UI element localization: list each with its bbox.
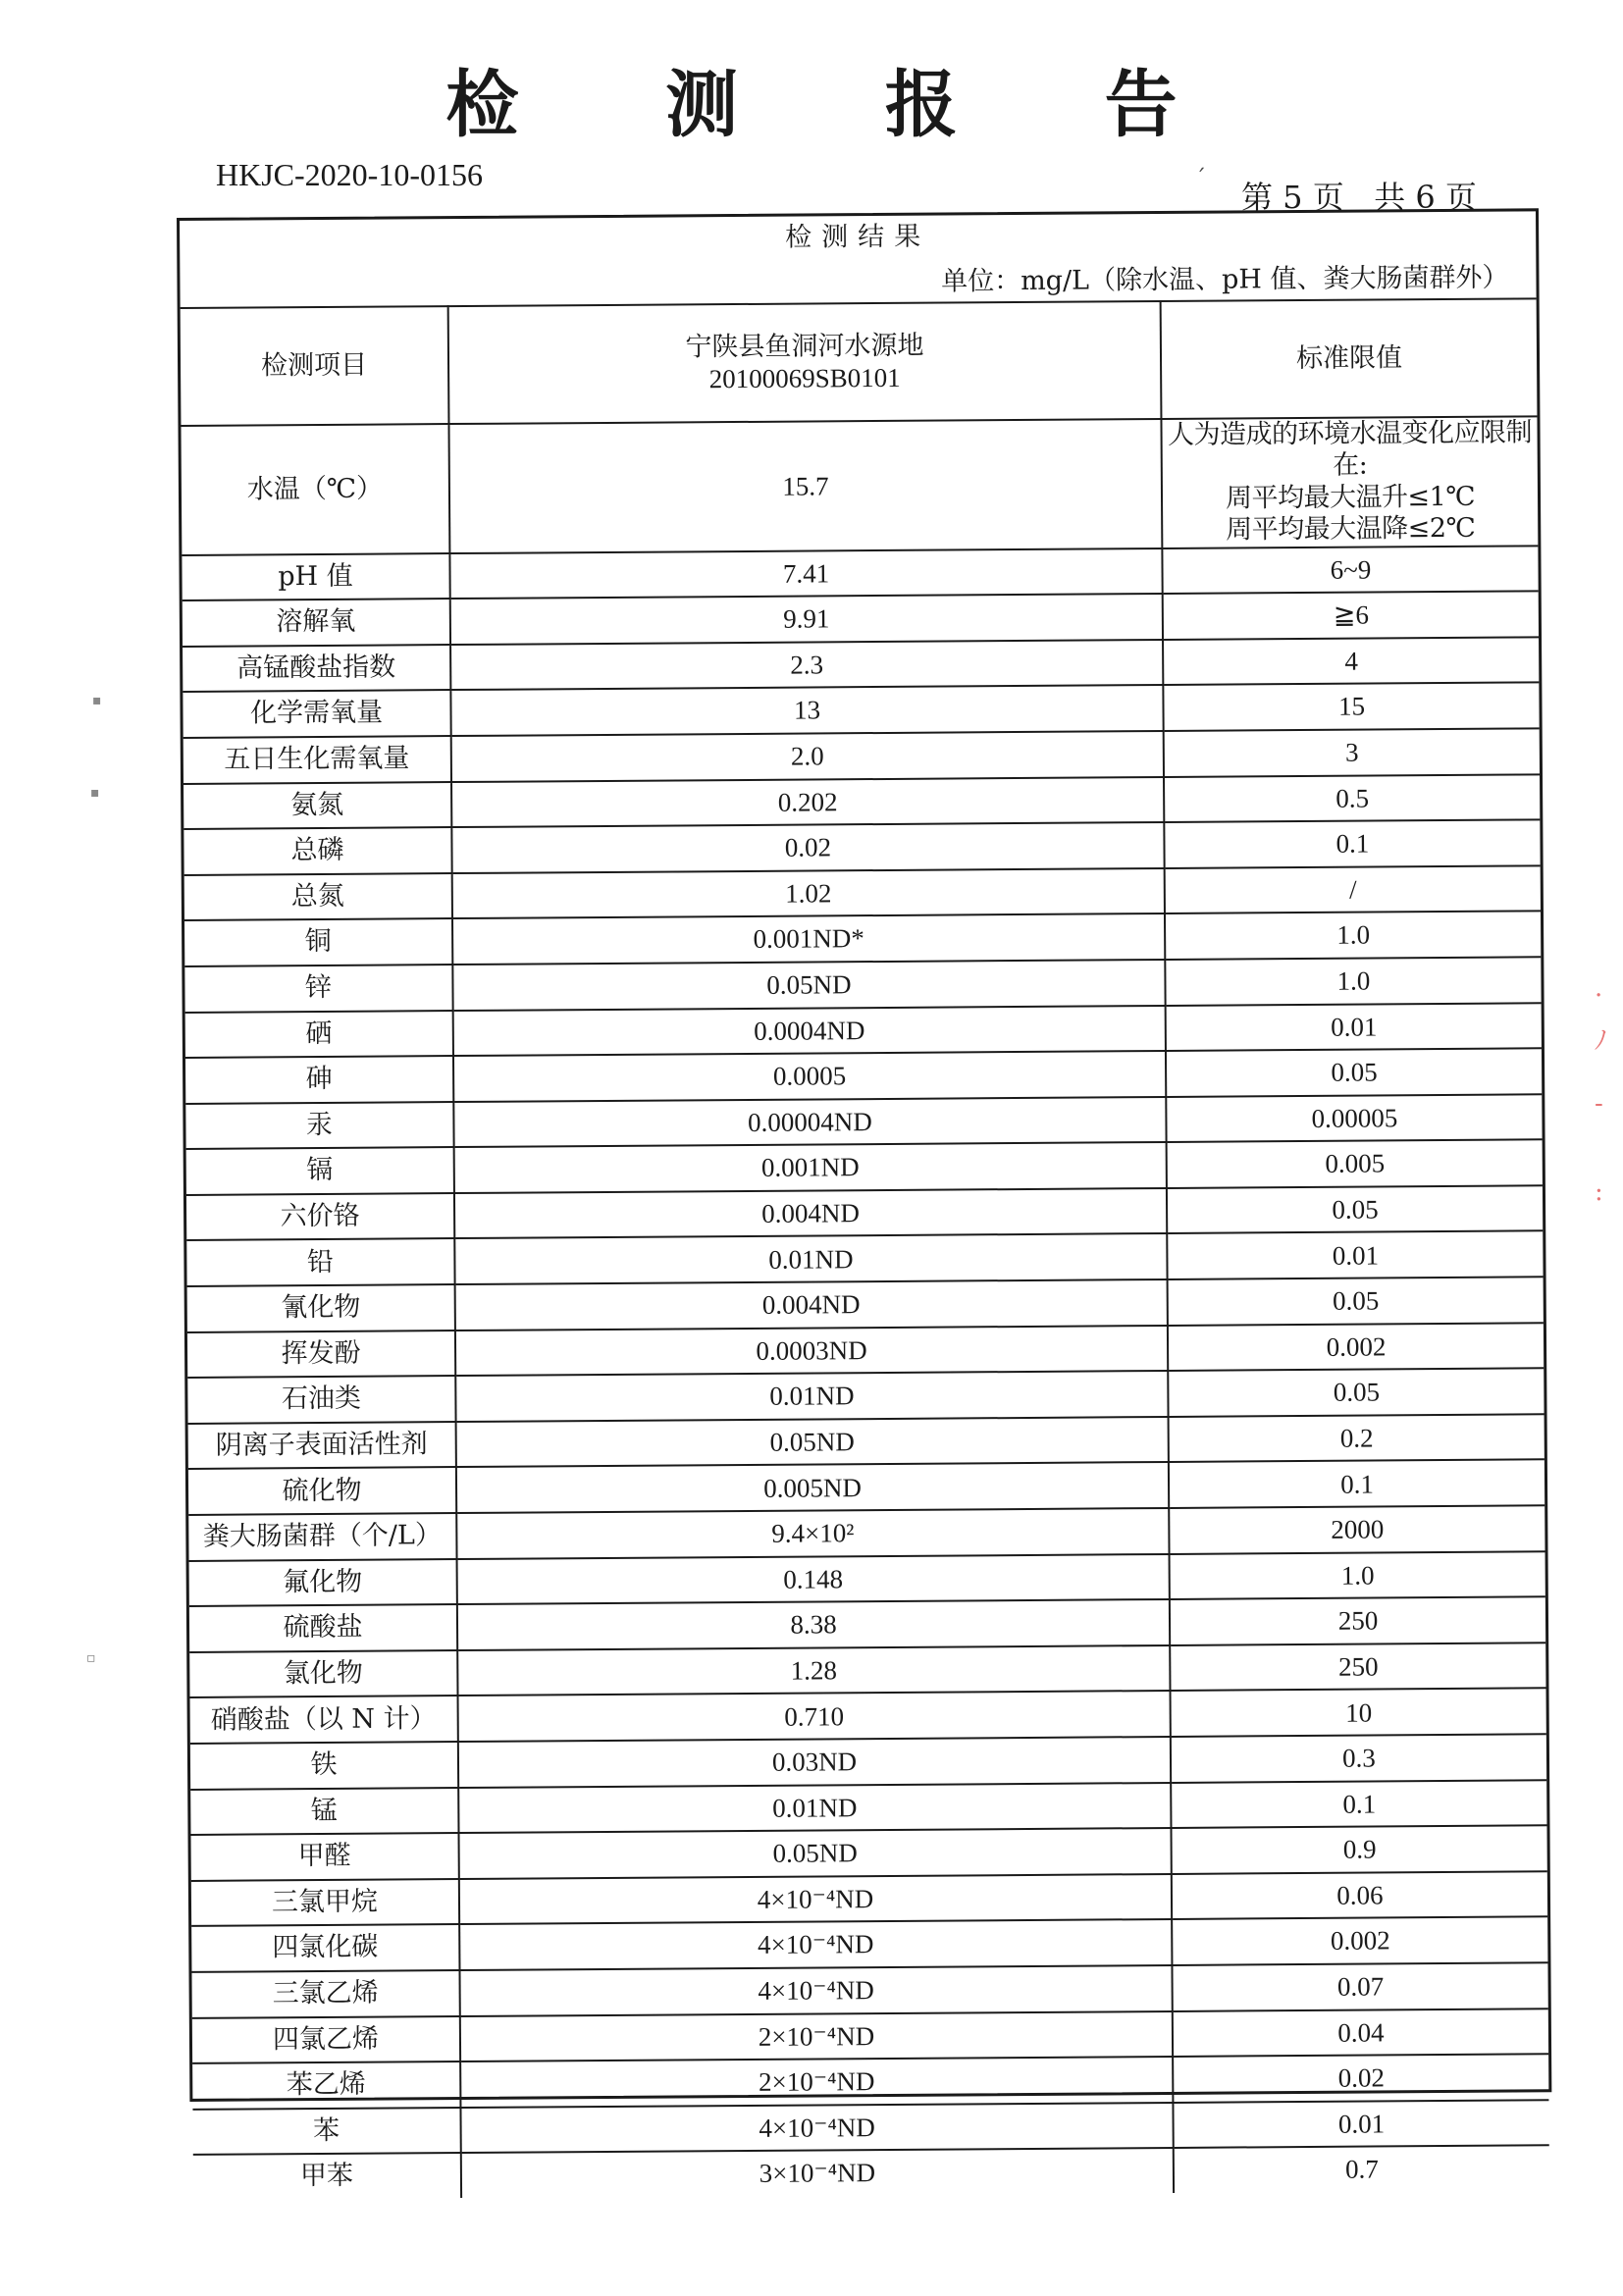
row-value: 0.710 <box>458 1691 1171 1742</box>
row-standard: 0.002 <box>1168 1323 1544 1371</box>
row-standard: 2000 <box>1169 1505 1544 1553</box>
report-title: 检 测 报 告 <box>445 63 1238 147</box>
row-standard: 0.1 <box>1171 1780 1546 1828</box>
row-item: 甲醛 <box>191 1833 459 1880</box>
row-item: 氨氮 <box>183 782 451 829</box>
row-value: 4×10⁻⁴ND <box>460 2103 1173 2154</box>
row-standard: 0.1 <box>1169 1460 1544 1508</box>
row-value: 0.00004ND <box>453 1097 1166 1148</box>
unit-note: 单位：mg/L（除水温、pH 值、粪大肠菌群外） <box>941 262 1509 297</box>
row-standard: ≧6 <box>1163 591 1539 639</box>
row-item: 氰化物 <box>187 1284 455 1331</box>
row-value: 4×10⁻⁴ND <box>459 1965 1172 2016</box>
standard-line: 周平均最大温升≤1℃ <box>1225 481 1476 514</box>
row-item: 化学需氧量 <box>183 690 450 737</box>
row-standard: 0.07 <box>1172 1962 1547 2010</box>
row-item: 三氯乙烯 <box>191 1970 459 2017</box>
row-standard: 0.1 <box>1164 819 1540 867</box>
row-value: 2.0 <box>451 731 1164 782</box>
page-indicator: 第 5 页 共 6 页 <box>1241 179 1477 216</box>
row-item: 硫酸盐 <box>189 1604 457 1651</box>
row-item: 甲苯 <box>193 2153 461 2199</box>
row-value: 2.3 <box>450 640 1163 691</box>
row-standard <box>1161 416 1538 548</box>
row-standard: 0.005 <box>1167 1140 1543 1188</box>
row-item: 氯化物 <box>189 1650 457 1697</box>
row-standard: 0.3 <box>1171 1734 1546 1782</box>
row-item: 总磷 <box>183 827 451 874</box>
row-standard: 0.7 <box>1174 2146 1549 2193</box>
row-value: 0.001ND* <box>452 913 1165 965</box>
row-standard: 0.9 <box>1171 1825 1546 1873</box>
row-item: 五日生化需氧量 <box>183 736 451 783</box>
pen-mark: ´ <box>1195 167 1206 191</box>
column-header-item: 检测项目 <box>181 306 449 426</box>
row-item: 挥发酚 <box>187 1331 455 1378</box>
row-value: 7.41 <box>449 548 1162 600</box>
red-stamp-mark: - <box>1595 1089 1603 1119</box>
row-value: 0.02 <box>451 822 1164 873</box>
row-value: 0.05ND <box>458 1828 1171 1879</box>
row-item: 铁 <box>190 1742 458 1789</box>
row-item: 砷 <box>185 1056 453 1103</box>
scan-speck: ▫ <box>86 1650 96 1666</box>
row-value: 0.004ND <box>454 1188 1167 1239</box>
results-table <box>180 211 1549 2200</box>
row-item: 总氮 <box>184 873 452 920</box>
row-value: 0.01ND <box>454 1233 1167 1284</box>
standard-line: 人为造成的环境水温变化应限制在: <box>1167 417 1533 482</box>
header-row <box>181 298 1538 426</box>
row-standard: 1.0 <box>1170 1551 1545 1599</box>
red-stamp-mark: ﾉ <box>1595 1026 1608 1056</box>
row-item: 锌 <box>184 965 452 1012</box>
row-item: 三氯甲烷 <box>191 1879 459 1926</box>
row-standard: 0.01 <box>1167 1231 1543 1279</box>
column-header-standard: 标准限值 <box>1161 298 1538 419</box>
scan-speck: ▪ <box>92 693 102 708</box>
caption-cell <box>180 211 1537 308</box>
row-item: 镉 <box>186 1147 454 1194</box>
row-value: 0.202 <box>451 777 1164 828</box>
row-value: 0.03ND <box>458 1737 1171 1788</box>
row-value: 0.0004ND <box>453 1005 1166 1056</box>
row-value: 0.004ND <box>455 1279 1168 1331</box>
row-standard: 0.2 <box>1169 1414 1544 1462</box>
row-item: 铅 <box>186 1239 454 1286</box>
caption-row <box>180 211 1537 308</box>
row-standard: 0.05 <box>1168 1277 1544 1325</box>
row-standard: 0.05 <box>1166 1048 1542 1096</box>
row-standard: 15 <box>1163 683 1539 731</box>
red-stamp-mark: : <box>1595 1177 1603 1207</box>
row-standard: 0.5 <box>1164 774 1540 822</box>
row-value: 1.28 <box>457 1645 1170 1696</box>
row-standard: 1.0 <box>1165 957 1541 1005</box>
row-standard: 0.01 <box>1173 2100 1548 2148</box>
row-standard: 4 <box>1163 637 1539 685</box>
row-standard: 250 <box>1170 1643 1545 1691</box>
row-item: 锰 <box>190 1788 458 1835</box>
row-item: 粪大肠菌群（个/L） <box>188 1513 456 1560</box>
row-standard: 10 <box>1171 1689 1546 1737</box>
row-item: 铜 <box>184 918 452 965</box>
row-item: 阴离子表面活性剂 <box>188 1422 456 1469</box>
row-value: 4×10⁻⁴ND <box>459 1874 1172 1925</box>
row-item: 溶解氧 <box>183 599 450 646</box>
row-item: 硫化物 <box>188 1467 456 1514</box>
row-value: 13 <box>450 685 1163 736</box>
row-value: 0.0003ND <box>455 1326 1168 1377</box>
standard-line: 周平均最大温降≤2℃ <box>1226 512 1476 546</box>
row-standard: 6~9 <box>1162 546 1538 594</box>
row-item: 四氯乙烯 <box>192 2016 460 2063</box>
row-standard: 0.05 <box>1167 1185 1543 1233</box>
row-item: 硒 <box>185 1011 453 1058</box>
report-number: HKJC-2020-10-0156 <box>216 157 483 192</box>
row-item: 氟化物 <box>189 1559 457 1606</box>
row-item: 高锰酸盐指数 <box>183 645 450 692</box>
row-value: 0.148 <box>457 1554 1170 1605</box>
row-item: pH 值 <box>182 553 449 600</box>
row-value: 0.05ND <box>452 960 1165 1011</box>
row-value: 2×10⁻⁴ND <box>460 2011 1173 2062</box>
row-standard: 250 <box>1170 1597 1545 1645</box>
table-row-water-temperature <box>181 416 1538 554</box>
row-item: 硝酸盐（以 N 计） <box>190 1696 458 1743</box>
row-item: 苯 <box>192 2108 460 2155</box>
row-value: 0.01ND <box>455 1371 1168 1422</box>
row-value: 0.0005 <box>453 1051 1166 1102</box>
row-value: 0.05ND <box>456 1417 1169 1468</box>
row-standard: / <box>1165 865 1541 913</box>
row-value: 1.02 <box>452 868 1165 919</box>
row-item: 石油类 <box>187 1376 455 1423</box>
scan-speck: ▪ <box>90 785 100 801</box>
row-standard: 0.04 <box>1173 2009 1548 2057</box>
sample-site-name: 宁陕县鱼洞河水源地 <box>685 330 924 362</box>
row-standard: 0.00005 <box>1166 1094 1542 1142</box>
row-value: 0.01ND <box>458 1783 1171 1834</box>
row-standard: 0.002 <box>1172 1917 1547 1965</box>
row-value: 9.4×10² <box>456 1508 1169 1559</box>
row-standard: 0.06 <box>1172 1871 1547 1919</box>
row-item: 水温（℃） <box>181 424 449 554</box>
row-value: 0.005ND <box>456 1462 1169 1513</box>
row-item: 苯乙烯 <box>192 2061 460 2109</box>
row-standard: 0.01 <box>1166 1003 1542 1051</box>
row-item: 六价铬 <box>186 1193 454 1240</box>
row-item: 汞 <box>185 1102 453 1149</box>
column-header-sample <box>448 301 1162 424</box>
results-table-frame <box>177 208 1551 2192</box>
row-value: 4×10⁻⁴ND <box>459 1919 1172 1970</box>
row-value: 15.7 <box>448 419 1162 553</box>
row-value: 2×10⁻⁴ND <box>460 2057 1173 2108</box>
row-value: 0.001ND <box>454 1142 1167 1193</box>
red-stamp-mark: · <box>1595 981 1603 1011</box>
row-standard: 3 <box>1164 728 1540 776</box>
row-standard: 1.0 <box>1165 912 1541 960</box>
row-value: 8.38 <box>457 1599 1170 1650</box>
row-standard: 0.02 <box>1173 2054 1548 2102</box>
row-item: 四氯化碳 <box>191 1924 459 1971</box>
row-standard: 0.05 <box>1168 1369 1544 1417</box>
row-value: 9.91 <box>450 594 1163 645</box>
table-caption: 检测结果 <box>785 221 931 253</box>
row-value: 3×10⁻⁴ND <box>461 2148 1174 2198</box>
sample-id: 20100069SB0101 <box>708 362 901 394</box>
table-row <box>193 2146 1549 2200</box>
